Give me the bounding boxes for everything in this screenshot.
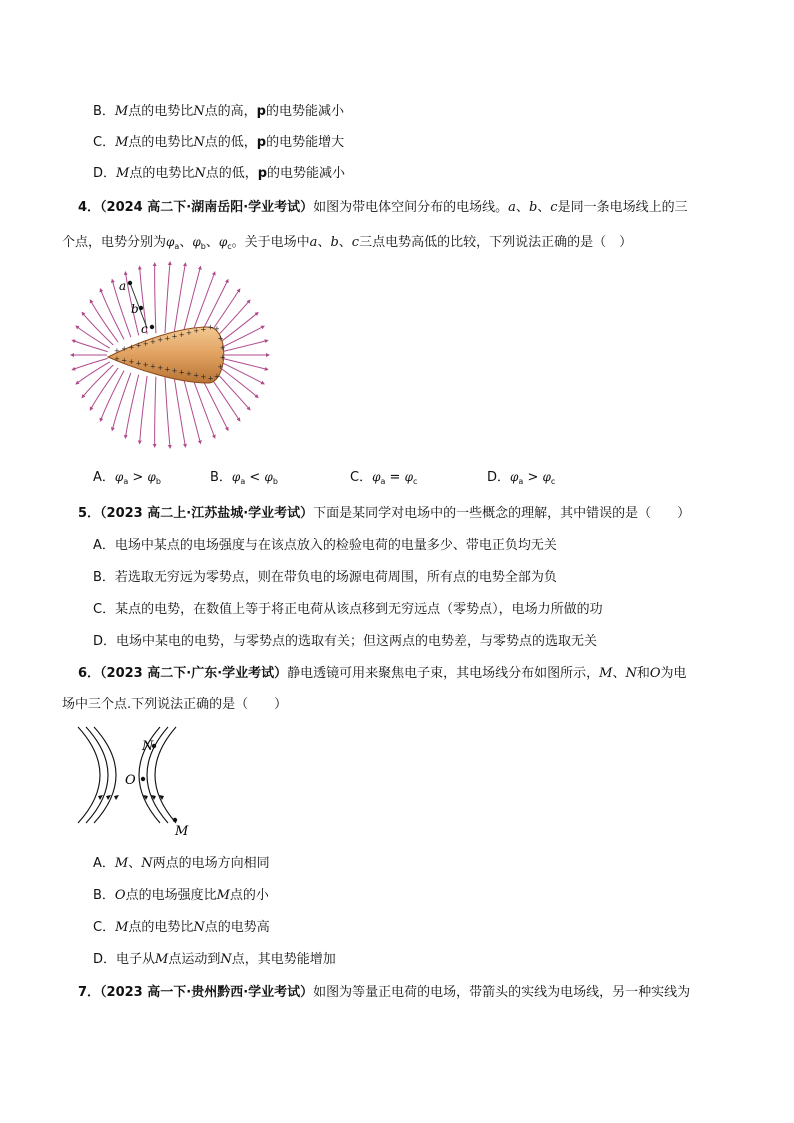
- q3-option-b[interactable]: B．M点的电势比N点的高，p的电势能减小: [93, 104, 344, 119]
- plus-sign: +: [186, 329, 192, 337]
- q3-option-c[interactable]: C．M点的电势比N点的低，p的电势能增大: [93, 135, 345, 150]
- plus-sign: +: [219, 344, 226, 352]
- field-line-right-3: [155, 727, 176, 823]
- plus-sign: +: [207, 323, 214, 332]
- field-line: [73, 358, 108, 369]
- field-line: [155, 264, 156, 333]
- q6-option-a[interactable]: A．M、N两点的电场方向相同: [93, 856, 270, 871]
- q4-field-figure: [70, 255, 270, 455]
- label-n: N: [142, 739, 154, 754]
- q5-option-b[interactable]: B．若选取无穷远为零势点，则在带负电的场源电荷周围，所有点的电势全部为负: [93, 570, 557, 585]
- point-o: [141, 777, 145, 781]
- plus-sign: +: [164, 334, 171, 343]
- plus-sign: +: [217, 334, 224, 343]
- q4-option-d[interactable]: D．$\varphi_a > \varphi_c$: [487, 470, 556, 486]
- plus-sign: +: [150, 338, 156, 346]
- plus-sign: +: [135, 341, 142, 350]
- field-line: [222, 358, 266, 369]
- field-line: [140, 376, 147, 443]
- label-m: M: [175, 824, 189, 839]
- field-line: [101, 371, 124, 421]
- plus-sign: +: [150, 362, 156, 371]
- point-m: [173, 818, 177, 822]
- field-line: [126, 375, 139, 437]
- label-o: O: [125, 773, 136, 788]
- q5-stem: 5．（2023 高二上·江苏盐城·学业考试）下面是某同学对电场中的一些概念的理解，其中错误的是（ ）: [78, 506, 691, 521]
- q4-option-b[interactable]: B．$\varphi_a < \varphi_b$: [210, 470, 278, 486]
- q6-option-d[interactable]: D．电子从M点运动到N点，其电势能增加: [93, 952, 336, 967]
- plus-sign: +: [114, 355, 120, 363]
- plus-sign: +: [128, 358, 135, 366]
- q4-option-c[interactable]: C．$\varphi_a = \varphi_c$: [350, 470, 418, 486]
- q4-stem-line2: 个点，电势分别为$\varphi_a$、$\varphi_b$、$\varphi_c$。关于电场中a、b、c三点电势高低的比较，下列说法正确的是（ ）: [62, 235, 633, 251]
- plus-sign: +: [200, 373, 207, 381]
- q5-option-d[interactable]: D．电场中某电的电势，与零势点的选取有关；但这两点的电势差，与零势点的选取无关: [93, 634, 598, 649]
- plus-sign: +: [200, 325, 207, 334]
- plus-sign: +: [171, 367, 178, 375]
- plus-sign: +: [193, 327, 200, 336]
- plus-sign: +: [135, 359, 142, 368]
- plus-sign: +: [157, 364, 164, 372]
- plus-sign: +: [193, 371, 200, 380]
- q3-option-d[interactable]: D．M点的电势比N点的低，p的电势能减小: [93, 166, 346, 181]
- q4-option-a[interactable]: A．$\varphi_a > \varphi_b$: [93, 470, 161, 486]
- q6-lens-figure: [72, 725, 202, 840]
- label-a: a: [119, 279, 127, 293]
- plus-sign: +: [178, 368, 185, 377]
- plus-sign: +: [128, 343, 135, 352]
- q6-option-c[interactable]: C．M点的电势比N点的电势高: [93, 920, 270, 935]
- plus-sign: +: [142, 361, 149, 369]
- point-b: [139, 306, 143, 310]
- q5-option-a[interactable]: A．电场中某点的电场强度与在该点放入的检验电荷的电量多少、带电正负均无关: [93, 538, 557, 553]
- plus-sign: +: [157, 336, 164, 345]
- plus-sign: +: [219, 353, 226, 362]
- field-line: [165, 263, 170, 333]
- plus-sign: +: [121, 345, 128, 354]
- field-line: [101, 290, 124, 340]
- q4-stem-line1: 4．（2024 高二下·湖南岳阳·学业考试）如图为带电体空间分布的电场线。a、b、c是同一条电场线上的三: [78, 200, 688, 215]
- q6-stem-line1: 6．（2023 高二下·广东·学业考试）静电透镜可用来聚焦电子束，其电场线分布如图所示，M、N和O为电: [78, 666, 687, 681]
- plus-sign: +: [164, 365, 171, 374]
- point-c: [150, 325, 154, 329]
- plus-sign: +: [207, 374, 214, 383]
- point-a: [128, 281, 132, 285]
- field-line: [174, 377, 185, 446]
- plus-sign: +: [142, 339, 149, 348]
- q6-option-b[interactable]: B．O点的电场强度比M点的小: [93, 888, 269, 903]
- q5-option-c[interactable]: C．某点的电势，在数值上等于将正电荷从该点移到无穷远点（零势点），电场力所做的功: [93, 602, 603, 617]
- plus-sign: +: [121, 356, 128, 365]
- field-line: [191, 375, 214, 437]
- plus-sign: +: [214, 325, 220, 333]
- label-c: c: [141, 322, 148, 336]
- field-line: [183, 376, 200, 443]
- field-line: [219, 341, 266, 352]
- q7-stem: 7．（2023 高一下·贵州黔西·学业考试）如图为等量正电荷的电场，带箭头的实线为电场线，另一种实线为: [78, 985, 691, 1000]
- plus-sign: +: [171, 332, 178, 341]
- plus-sign: +: [217, 363, 224, 371]
- label-b: b: [131, 302, 139, 316]
- plus-sign: +: [178, 330, 185, 339]
- field-line: [165, 377, 170, 447]
- plus-sign: +: [114, 347, 120, 355]
- field-line: [183, 268, 200, 335]
- plus-sign: +: [186, 370, 192, 378]
- plus-sign: +: [214, 372, 220, 381]
- q6-stem-line2: 场中三个点.下列说法正确的是（ ）: [62, 697, 288, 712]
- field-line: [73, 341, 108, 352]
- field-line: [155, 377, 156, 446]
- field-line: [174, 264, 185, 333]
